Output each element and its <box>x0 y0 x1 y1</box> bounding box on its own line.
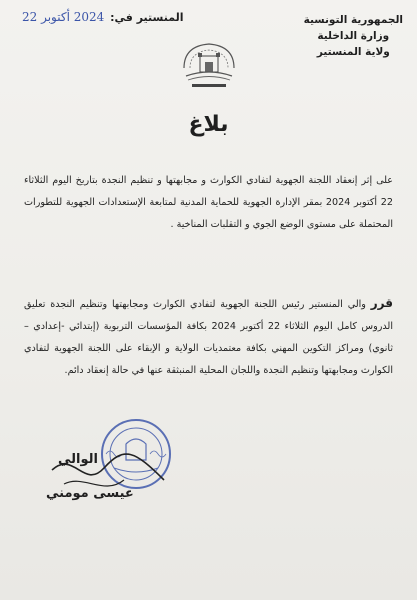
header-line-ministry: وزارة الداخلية <box>317 30 390 42</box>
paragraph-2-text: والي المنستير رئيس اللجنة الجهوية لتفادي الكوارث ومجابهتها وتنظيم النجدة تعليق الدروس كامل اليوم الثلاثاء 22 أكتوبر 2024 بكافة المؤسسات التربوية (إبتدائي -إعدادي – ثانوي) ومراكز التكوين المهني بكافة معتمديات الولاية و الإبقاء على اللجنة الجهوية لتفادي الكوارث ومجابهتها وتنظيم النجدة واللجان المحلية المنبثقة عنها في حالة إنعقاد دائم. <box>24 299 393 376</box>
header-line-governorate: ولاية المنستير <box>316 46 390 58</box>
decision-keyword: قرر <box>370 296 393 310</box>
paragraph-1-text: على إثر إنعقاد اللجنة الجهوية لتفادي الكوارث و مجابهتها و تنظيم النجدة بتاريخ اليوم الثلاثاء 22 أكتوبر 2024 بمقر الإدارة الجهوية للحماية المدنية لمتابعة الإستعدادات الجهوية للتطورات المحتملة على مستوى الوضع الجوي و التقلبات المناخية . <box>24 175 393 230</box>
governorate-emblem-icon <box>178 40 240 92</box>
city-label: المنستير في: <box>110 11 184 24</box>
paragraph-decision <box>24 292 393 382</box>
paragraph-2 <box>24 292 393 382</box>
document-title: بلاغ <box>188 112 229 137</box>
signatory-title: الوالي <box>58 452 98 467</box>
paragraph-context <box>24 170 393 236</box>
signatory-name: عيسى مومني <box>46 486 134 501</box>
issuing-authority-header <box>304 12 403 60</box>
document-date: 2024 أكتوبر 22 <box>22 10 105 24</box>
place-and-date <box>22 10 183 24</box>
header-line-republic: الجمهورية التونسية <box>303 14 403 26</box>
